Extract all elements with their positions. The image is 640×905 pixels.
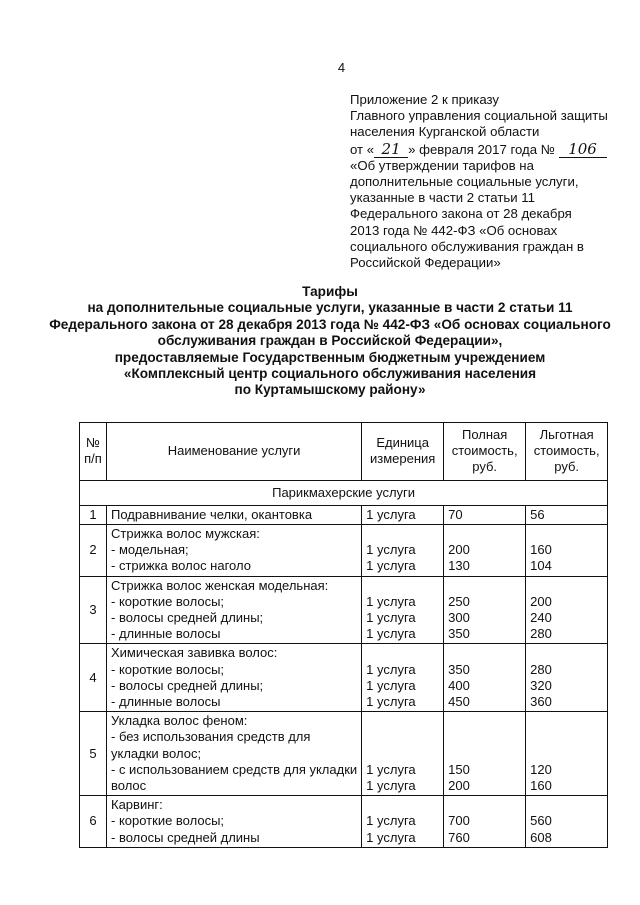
title-heading: Тарифы [302, 284, 358, 299]
full-price-cell-line [448, 526, 521, 542]
service-name-line: - короткие волосы; [111, 593, 225, 609]
unit-cell-line [366, 797, 439, 813]
appendix-line: Федерального закона от 28 декабря [350, 206, 572, 222]
table-row [80, 525, 608, 577]
reduced-price-cell [526, 505, 608, 524]
service-name-line: Химическая завивка волос: [111, 645, 278, 661]
section-row [80, 480, 608, 505]
unit-cell-line: 1 услуга [366, 593, 416, 609]
service-name-line: - волосы средней длины; [111, 610, 264, 626]
reduced-price-cell-line [530, 746, 603, 762]
unit-cell-line: 1 услуга [366, 626, 416, 642]
reduced-price-cell-line [530, 797, 603, 813]
row-number: 1 [80, 505, 107, 524]
date-prefix: от « [350, 141, 375, 157]
full-price-cell-line [448, 713, 521, 729]
header-line: стоимость, [451, 443, 518, 459]
reduced-price-cell [526, 644, 608, 712]
unit-cell [362, 712, 444, 796]
service-name [107, 796, 362, 848]
service-name-line: Стрижка волос мужская: [111, 526, 260, 542]
reduced-price-cell [526, 576, 608, 644]
reduced-price-cell [526, 525, 608, 577]
full-price-cell-line [448, 578, 521, 594]
page-number: 4 [337, 60, 346, 75]
row-number: 3 [80, 576, 107, 644]
title-line: на дополнительные социальные услуги, указанные в части 2 статьи 11 [87, 300, 573, 316]
reduced-price-cell [526, 712, 608, 796]
header-no [80, 423, 107, 481]
full-price-cell-line [448, 729, 521, 745]
table-body [80, 505, 608, 847]
unit-cell-line: 1 услуга [366, 610, 416, 626]
reduced-price-cell-line: 160 [530, 778, 552, 794]
appendix-block [350, 92, 610, 271]
handwritten-day: 21 [374, 141, 408, 158]
service-name-line: - модельная; [111, 542, 189, 558]
title-line: обслуживания граждан в Российской Федерации», [157, 333, 503, 349]
unit-cell-line: 1 услуга [366, 558, 416, 574]
appendix-line: дополнительные социальные услуги, [350, 174, 579, 190]
appendix-line: указанные в части 2 статьи 11 [350, 190, 535, 206]
appendix-line: населения Курганской области [350, 124, 540, 140]
header-full-price [444, 423, 526, 481]
full-price-cell-line: 300 [448, 610, 470, 626]
reduced-price-cell-line: 560 [530, 813, 552, 829]
full-price-cell [444, 505, 526, 524]
table-row [80, 576, 608, 644]
table-row [80, 712, 608, 796]
full-price-cell-line [448, 797, 521, 813]
order-date-line [350, 141, 610, 158]
full-price-cell [444, 525, 526, 577]
appendix-line: 2013 года № 442-ФЗ «Об основах [350, 222, 558, 238]
appendix-line: Главного управления социальной защиты [350, 108, 608, 124]
header-line: руб. [554, 459, 580, 475]
table-row [80, 644, 608, 712]
reduced-price-cell-line [530, 578, 603, 594]
full-price-cell [444, 796, 526, 848]
service-name [107, 712, 362, 796]
service-name-line: - длинные волосы [111, 694, 221, 710]
unit-cell-line [366, 526, 439, 542]
service-name-line: - с использованием средств для укладки [111, 761, 358, 777]
full-price-cell-line: 250 [448, 593, 470, 609]
unit-cell [362, 644, 444, 712]
service-name-line: - короткие волосы; [111, 813, 225, 829]
reduced-price-cell-line [530, 713, 603, 729]
header-line: руб. [472, 459, 498, 475]
service-name-line: Карвинг: [111, 797, 163, 813]
header-unit [362, 423, 444, 481]
reduced-price-cell-line [530, 645, 603, 661]
row-number: 4 [80, 644, 107, 712]
reduced-price-cell-line: 608 [530, 829, 552, 845]
unit-cell-line: 1 услуга [366, 506, 416, 522]
service-name-line: - длинные волосы [111, 626, 221, 642]
unit-cell-line [366, 729, 439, 745]
header-line: измерения [369, 451, 436, 467]
full-price-cell-line: 150 [448, 761, 470, 777]
service-name [107, 644, 362, 712]
header-line: Единица [376, 435, 429, 451]
full-price-cell-line: 200 [448, 542, 470, 558]
service-name-line: Подравнивание челки, окантовка [111, 506, 313, 522]
full-price-cell-line: 400 [448, 677, 470, 693]
table-row [80, 505, 608, 524]
service-name-line: - волосы средней длины; [111, 677, 264, 693]
header-line: Полная [461, 427, 508, 442]
full-price-cell-line [448, 645, 521, 661]
reduced-price-cell-line: 280 [530, 626, 552, 642]
service-name-line: - стрижка волос наголо [111, 558, 251, 574]
service-name-line: волос [111, 778, 147, 794]
full-price-cell-line: 70 [448, 506, 463, 522]
unit-cell-line [366, 746, 439, 762]
appendix-line: Российской Федерации» [350, 255, 501, 271]
full-price-cell-line: 760 [448, 829, 470, 845]
unit-cell-line [366, 578, 439, 594]
service-name [107, 576, 362, 644]
table-header-row [80, 423, 608, 481]
full-price-cell-line [448, 746, 521, 762]
reduced-price-cell-line [530, 729, 603, 745]
appendix-line: Приложение 2 к приказу [350, 92, 500, 107]
unit-cell-line: 1 услуга [366, 829, 416, 845]
unit-cell-line: 1 услуга [366, 813, 416, 829]
full-price-cell-line: 350 [448, 626, 470, 642]
unit-cell-line: 1 услуга [366, 661, 416, 677]
unit-cell-line: 1 услуга [366, 677, 416, 693]
service-name-line: Укладка волос феном: [111, 713, 248, 729]
unit-cell [362, 796, 444, 848]
full-price-cell-line: 200 [448, 778, 470, 794]
row-number: 6 [80, 796, 107, 848]
appendix-line: социального обслуживания граждан в [350, 238, 584, 254]
row-number: 2 [80, 525, 107, 577]
reduced-price-cell-line: 104 [530, 558, 552, 574]
unit-cell-line: 1 услуга [366, 761, 416, 777]
reduced-price-cell-line: 360 [530, 694, 552, 710]
service-name-line: Стрижка волос женская модельная: [111, 577, 329, 593]
full-price-cell-line: 450 [448, 694, 470, 710]
reduced-price-cell-line: 280 [530, 661, 552, 677]
reduced-price-cell-line: 240 [530, 610, 552, 626]
service-name [107, 505, 362, 524]
header-line: стоимость, [533, 443, 600, 459]
row-number: 5 [80, 712, 107, 796]
unit-cell-line: 1 услуга [366, 542, 416, 558]
service-name-line: - волосы средней длины [111, 829, 260, 845]
reduced-price-cell [526, 796, 608, 848]
full-price-cell [444, 712, 526, 796]
reduced-price-cell-line: 120 [530, 761, 552, 777]
header-line: № [86, 435, 100, 451]
service-name-line: укладки волос; [111, 745, 202, 761]
unit-cell [362, 576, 444, 644]
unit-cell [362, 505, 444, 524]
title-line: предоставляемые Государственным бюджетным учреждением [114, 349, 546, 365]
handwritten-order-number: 106 [559, 141, 607, 158]
appendix-body [350, 158, 610, 271]
reduced-price-cell-line: 160 [530, 542, 552, 558]
unit-cell-line: 1 услуга [366, 778, 416, 794]
unit-cell-line: 1 услуга [366, 694, 416, 710]
date-mid: » февраля 2017 года № [408, 141, 555, 157]
header-line: Льготная [539, 427, 594, 442]
appendix-line: «Об утверждении тарифов на [350, 157, 534, 173]
full-price-cell [444, 644, 526, 712]
unit-cell-line [366, 645, 439, 661]
title-line: «Комплексный центр социального обслуживания населения [123, 366, 537, 382]
service-name-line: - короткие волосы; [111, 661, 225, 677]
table-row [80, 796, 608, 848]
header-name: Наименование услуги [107, 423, 362, 481]
header-line: п/п [84, 451, 102, 467]
reduced-price-cell-line: 320 [530, 677, 552, 693]
reduced-price-cell-line [530, 526, 603, 542]
service-name [107, 525, 362, 577]
reduced-price-cell-line: 56 [530, 506, 545, 522]
section-title: Парикмахерские услуги [80, 480, 608, 505]
full-price-cell-line: 700 [448, 813, 470, 829]
title-line: по Куртамышскому району» [234, 382, 426, 398]
title-line: Федерального закона от 28 декабря 2013 года № 442-ФЗ «Об основах социального [49, 316, 611, 332]
document-title [40, 284, 620, 399]
full-price-cell [444, 576, 526, 644]
unit-cell-line [366, 713, 439, 729]
reduced-price-cell-line: 200 [530, 593, 552, 609]
full-price-cell-line: 130 [448, 558, 470, 574]
unit-cell [362, 525, 444, 577]
tariffs-table [79, 422, 608, 848]
service-name-line: - без использования средств для [111, 729, 311, 745]
full-price-cell-line: 350 [448, 661, 470, 677]
header-reduced-price [526, 423, 608, 481]
